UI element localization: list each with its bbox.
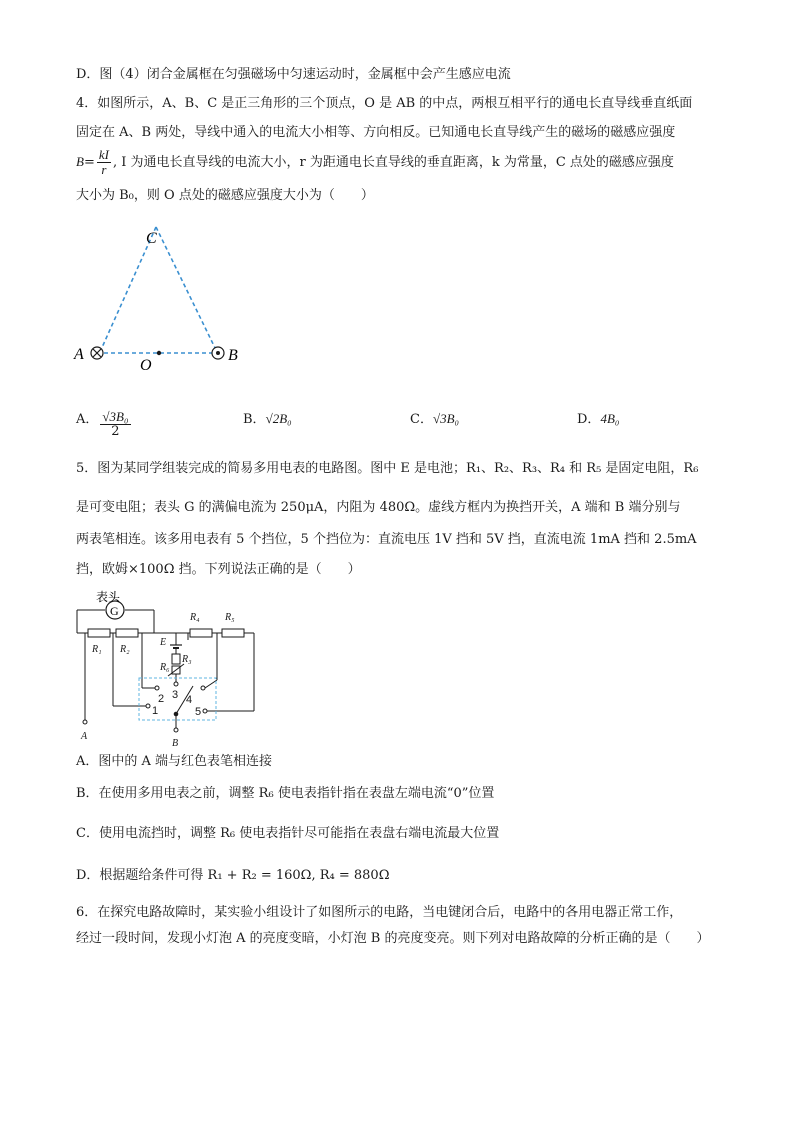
q4-option-a-frac bbox=[100, 410, 130, 439]
q4-formula-num: kI bbox=[98, 147, 109, 162]
terminal-a bbox=[83, 720, 87, 724]
q4-stem-line1: 4．如图所示，A、B、C 是正三角形的三个顶点，O 是 AB 的中点，两根互相平行的通电长直导线垂直纸面 bbox=[76, 96, 693, 111]
q4-stem-line3 bbox=[76, 148, 674, 177]
q4-stem-line4: 大小为 B₀，则 O 点处的磁感应强度大小为（ ） bbox=[76, 188, 374, 203]
q4-stem-line3-rest: , I 为通电长直导线的电流大小，r 为距通电长直导线的垂直距离，k 为常量，C 点处的磁感应强度 bbox=[112, 155, 674, 170]
label-r2: R₂ bbox=[120, 644, 130, 655]
q4-option-c-label: C． bbox=[410, 412, 433, 427]
label-o: O bbox=[140, 357, 152, 374]
switch-pos-2: 2 bbox=[158, 693, 165, 705]
q5-stem-line2: 是可变电阻；表头 G 的满偏电流为 250μA，内阻为 480Ω。虚线方框内为换挡开关，A 端和 B 端分别与 bbox=[76, 500, 681, 515]
q4-formula-b: B bbox=[76, 154, 84, 169]
q5-option-d: D．根据题给条件可得 R₁ + R₂ = 160Ω, R₄ = 880Ω bbox=[76, 868, 390, 883]
label-r1: R₁ bbox=[92, 644, 102, 655]
label-b-terminal: B bbox=[172, 738, 179, 749]
label-e: E bbox=[160, 637, 167, 648]
label-r4: R₄ bbox=[190, 612, 200, 623]
q4-option-d-value: 4B₀ bbox=[600, 411, 620, 426]
resistor-r4 bbox=[190, 629, 212, 637]
q4-option-b-value: √2B₀ bbox=[265, 411, 292, 426]
q5-option-a: A．图中的 A 端与红色表笔相连接 bbox=[76, 754, 273, 769]
q4-formula-fraction bbox=[97, 148, 111, 177]
switch-pos-1: 1 bbox=[152, 705, 159, 717]
switch-pivot bbox=[174, 712, 179, 717]
label-b: B bbox=[228, 347, 238, 364]
label-a: A bbox=[74, 346, 84, 363]
q4-option-b bbox=[243, 408, 292, 427]
switch-pos-5: 5 bbox=[195, 706, 202, 718]
q4-option-d bbox=[577, 408, 619, 427]
resistor-r5 bbox=[222, 629, 244, 637]
q5-circuit-diagram bbox=[72, 590, 262, 750]
q4-formula-den: r bbox=[101, 162, 107, 177]
q4-option-d-label: D． bbox=[577, 412, 601, 427]
q4-option-a-num: √3B₀ bbox=[102, 409, 129, 424]
triangle-side-bc bbox=[156, 227, 217, 352]
resistor-r2 bbox=[116, 629, 138, 637]
q3-option-d: D．图（4）闭合金属框在匀强磁场中匀速运动时，金属框中会产生感应电流 bbox=[76, 67, 511, 82]
q5-option-c: C．使用电流挡时，调整 R₆ 使电表指针尽可能指在表盘右端电流最大位置 bbox=[76, 826, 500, 841]
q4-option-a-den: 2 bbox=[111, 424, 120, 439]
label-a-terminal: A bbox=[81, 731, 88, 742]
label-r5: R₅ bbox=[225, 612, 235, 623]
midpoint-o-dot bbox=[157, 351, 161, 355]
q4-option-c bbox=[410, 408, 459, 427]
switch-pos-3: 3 bbox=[172, 689, 179, 701]
terminal-b bbox=[174, 728, 178, 732]
label-r3: R₃ bbox=[182, 654, 192, 665]
galvanometer-label: G bbox=[110, 604, 119, 618]
q5-stem-line4: 挡，欧姆×100Ω 挡。下列说法正确的是（ ） bbox=[76, 562, 361, 577]
q4-option-a bbox=[76, 408, 133, 439]
q6-stem-line2: 经过一段时间，发现小灯泡 A 的亮度变暗，小灯泡 B 的亮度变亮。则下列对电路故障的分析正确的是（ ） bbox=[76, 931, 710, 946]
q4-option-a-label: A． bbox=[76, 412, 99, 427]
q4-option-c-value: √3B₀ bbox=[432, 411, 460, 426]
switch-pos-4: 4 bbox=[186, 694, 193, 706]
label-r6: R₆ bbox=[160, 662, 170, 673]
q4-option-b-label: B． bbox=[243, 412, 266, 427]
resistor-r3 bbox=[172, 654, 180, 664]
q4-formula-eq: = bbox=[83, 155, 95, 170]
label-c: C bbox=[146, 230, 157, 247]
q5-option-b: B．在使用多用电表之前，调整 R₆ 使电表指针指在表盘左端电流“0”位置 bbox=[76, 786, 495, 801]
meter-head-label: 表头 bbox=[96, 590, 121, 604]
q4-stem-line2: 固定在 A、B 两处，导线中通入的电流大小相等、方向相反。已知通电长直导线产生的磁场的磁感应强度 bbox=[76, 125, 676, 140]
q5-stem-line3: 两表笔相连。该多用电表有 5 个挡位，5 个挡位为：直流电压 1V 挡和 5V 挡，直流电流 1mA 挡和 2.5mA bbox=[76, 532, 697, 547]
q5-stem-line1: 5．图为某同学组装完成的简易多用电表的电路图。图中 E 是电池；R₁、R₂、R₃、R₄ 和 R₅ 是固定电阻，R₆ bbox=[76, 461, 699, 476]
resistor-r1 bbox=[88, 629, 110, 637]
q4-triangle-figure bbox=[70, 225, 250, 375]
q6-stem-line1: 6．在探究电路故障时，某实验小组设计了如图所示的电路，当电键闭合后，电路中的各用电器正常工作， bbox=[76, 905, 683, 920]
